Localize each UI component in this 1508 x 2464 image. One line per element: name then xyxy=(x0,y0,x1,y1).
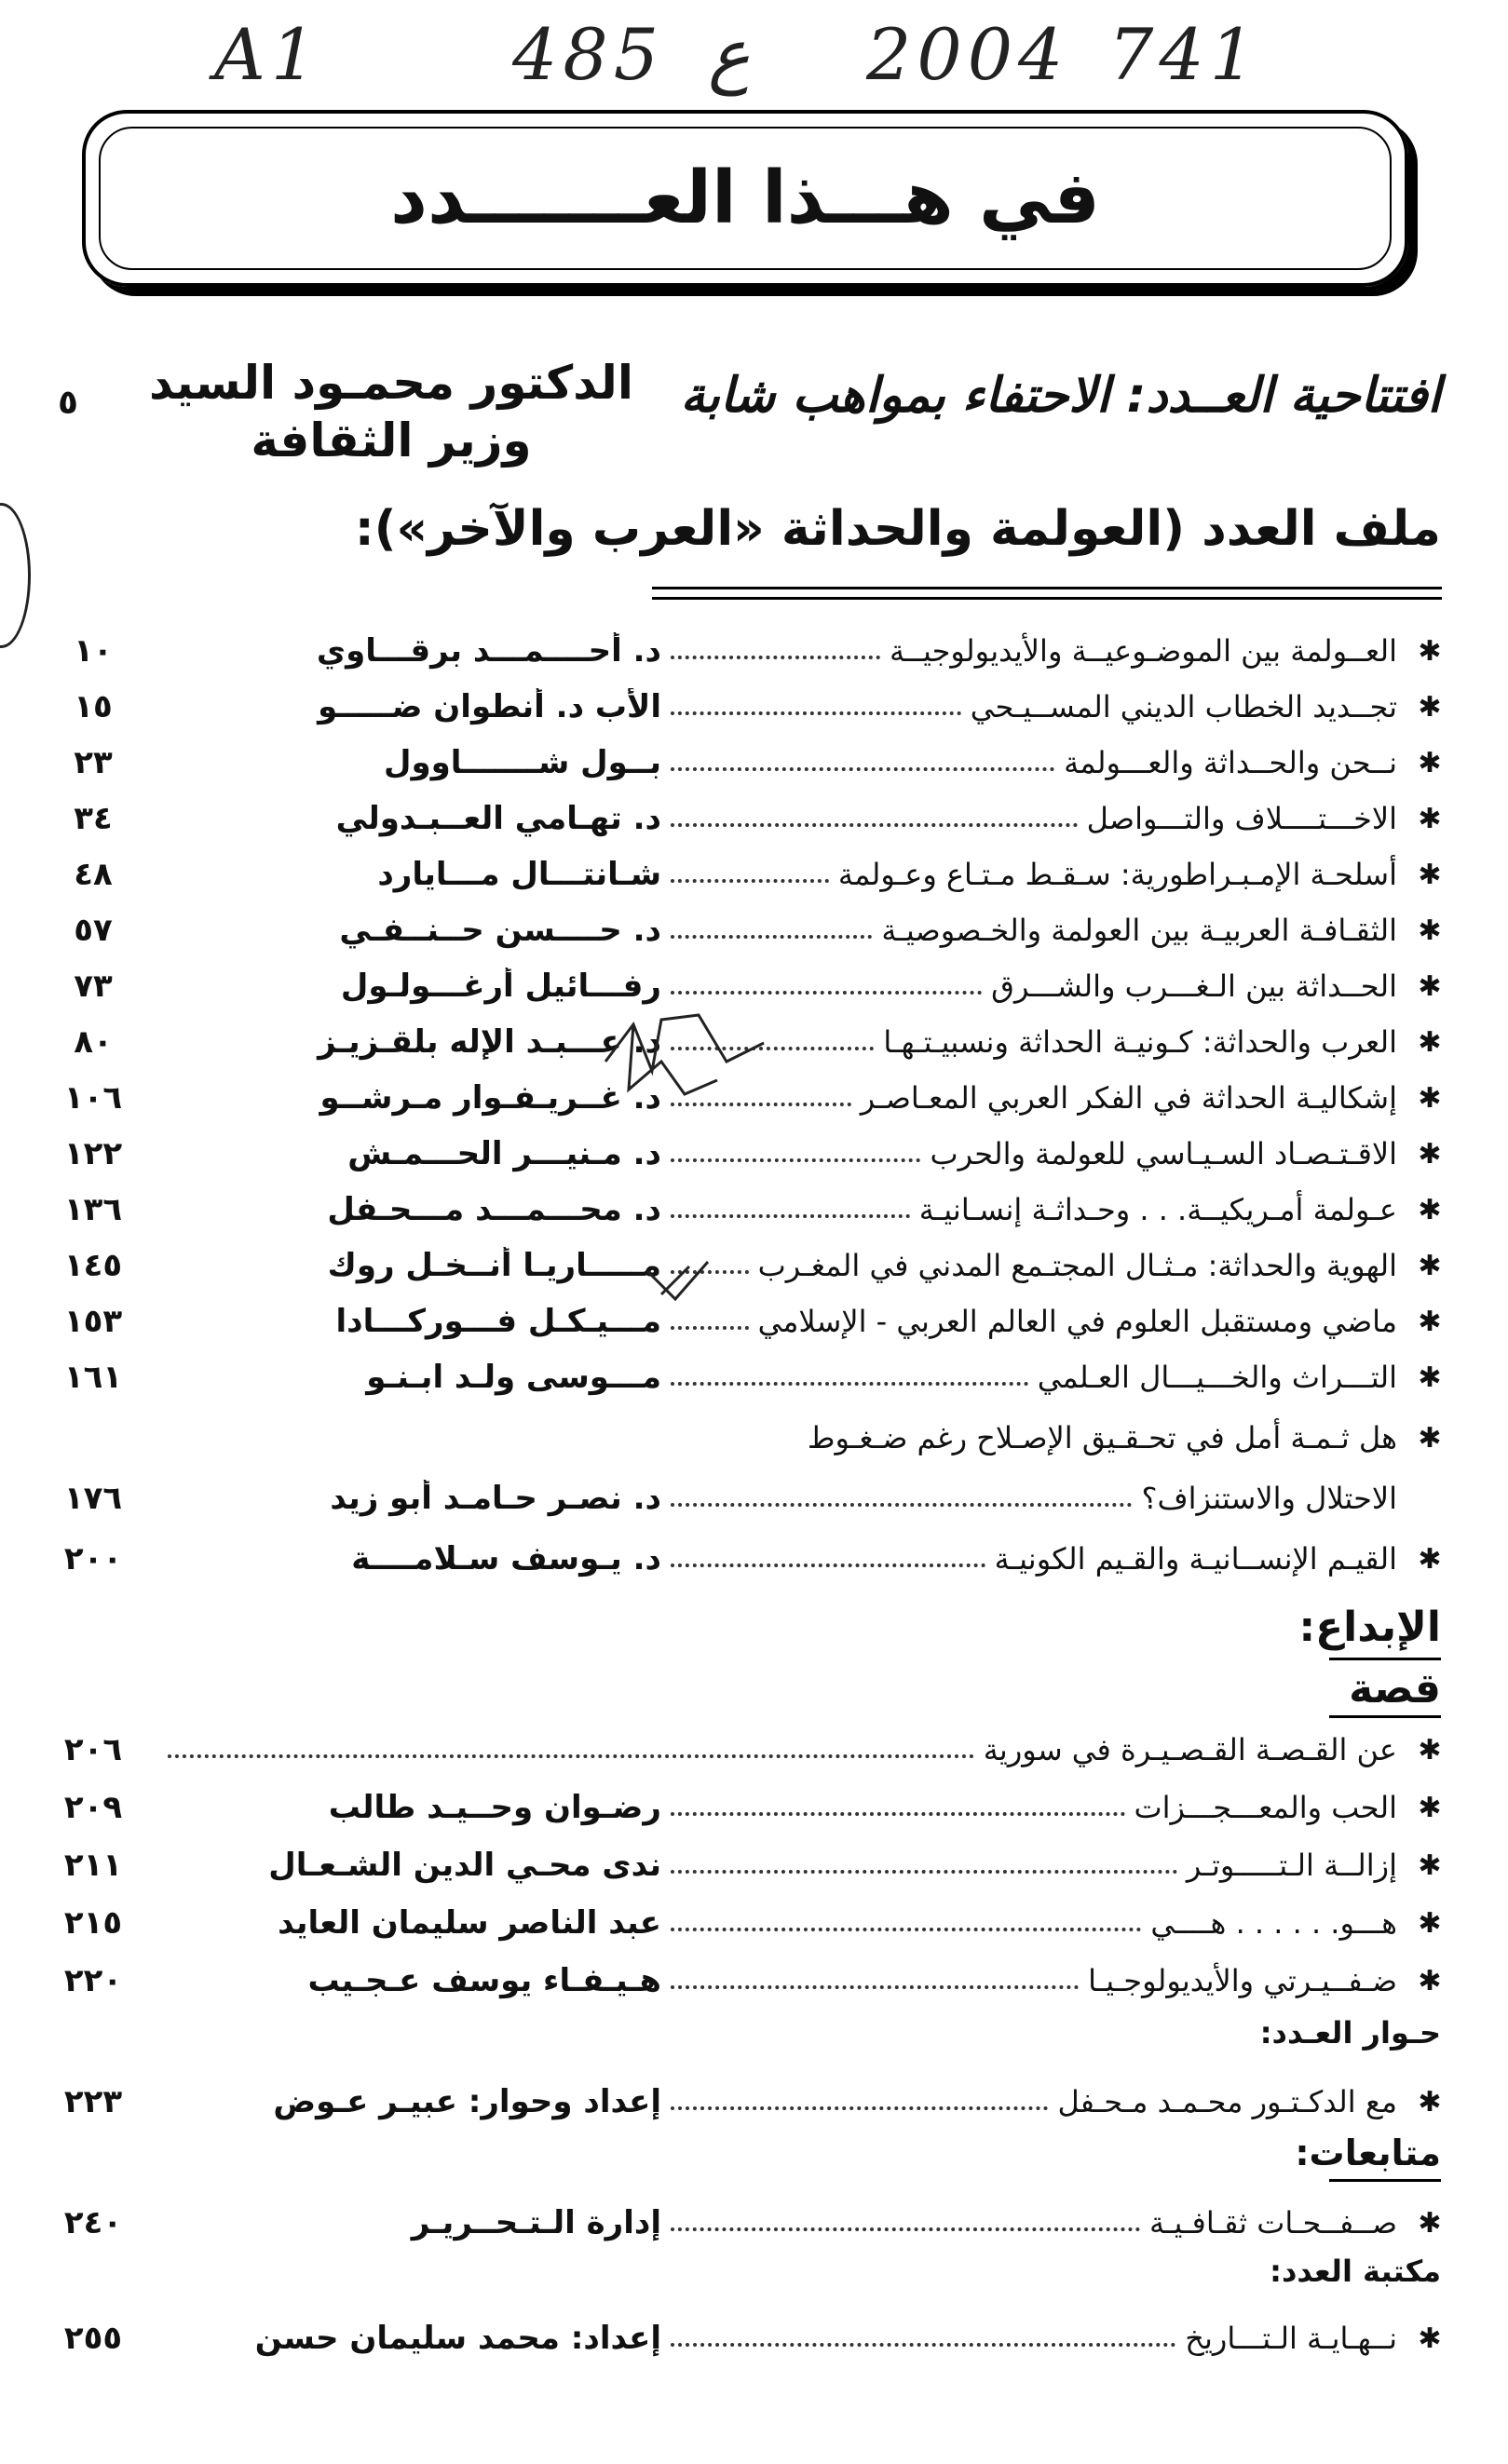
toc-row[interactable] xyxy=(37,903,1442,957)
toc-leader-dots xyxy=(671,935,872,939)
toc-author: د. حــــسن حــنــفـي xyxy=(339,912,661,949)
toc-page-number: ٥٧ xyxy=(74,912,113,949)
toc-row[interactable] xyxy=(37,1723,1442,1777)
toc-page-number: ١٥٣ xyxy=(63,1303,123,1340)
note-part: ع xyxy=(708,13,751,96)
toc-title: نــهـايـة الـتـــاريخ xyxy=(1185,2321,1397,2356)
creativity-underline xyxy=(1329,1658,1441,1660)
toc-row[interactable] xyxy=(37,2196,1442,2250)
bullet-star-icon: ✱ xyxy=(1418,1361,1442,1394)
creativity-heading: الإبداع: xyxy=(1298,1604,1441,1651)
toc-title: صــفــحـات ثقـافـيـة xyxy=(1148,2205,1397,2241)
toc-page-number: ٢٥٥ xyxy=(63,2320,123,2357)
bullet-star-icon: ✱ xyxy=(1418,1906,1442,1940)
toc-leader-dots xyxy=(671,1382,1028,1386)
toc-row[interactable] xyxy=(37,847,1442,901)
bullet-star-icon: ✱ xyxy=(1418,690,1442,724)
toc-title: نــحن والحــداثة والعـــولمة xyxy=(1064,745,1397,780)
note-part: 2004 xyxy=(866,13,1069,96)
library-heading: مكتبة العدد: xyxy=(1270,2254,1441,2289)
toc-row[interactable] xyxy=(37,1127,1442,1181)
toc-page-number: ٢٣ xyxy=(74,744,113,781)
toc-row[interactable] xyxy=(37,736,1442,790)
handwritten-catalog-note xyxy=(214,13,1332,115)
toc-leader-dots xyxy=(168,1754,974,1758)
bullet-star-icon: ✱ xyxy=(1418,969,1442,1003)
bullet-star-icon: ✱ xyxy=(1418,1249,1442,1282)
note-part: 485 xyxy=(512,13,665,96)
toc-page-number: ٢١١ xyxy=(63,1847,123,1884)
toc-title: الثقـافـة العربيـة بين العولمة والخـصوصيـة xyxy=(881,913,1397,948)
title-frame xyxy=(82,110,1408,287)
toc-row[interactable] xyxy=(37,624,1442,678)
toc-leader-dots xyxy=(671,1158,920,1162)
toc-page-number: ١٣٦ xyxy=(63,1191,123,1228)
toc-page-number: ٢٤٠ xyxy=(63,2204,123,2241)
note-part: 741 xyxy=(1108,13,1261,96)
toc-row[interactable] xyxy=(37,2311,1442,2365)
toc-leader-dots xyxy=(671,1564,985,1567)
toc-leader-dots xyxy=(671,879,829,883)
toc-author: إعداد وحوار: عبيـر عـوض xyxy=(273,2083,661,2120)
toc-page-number: ٧٣ xyxy=(74,968,113,1005)
toc-title: عن القـصـة القـصـيـرة في سورية xyxy=(983,1732,1397,1767)
bullet-star-icon: ✱ xyxy=(1418,2322,1442,2355)
toc-page-number: ١٤٥ xyxy=(63,1247,123,1284)
toc-page-number: ٢٢٠ xyxy=(63,1962,123,1999)
toc-row-multiline-second[interactable] xyxy=(37,1471,1442,1525)
story-underline xyxy=(1329,1715,1441,1718)
toc-page-number: ١٠ xyxy=(74,632,113,670)
bullet-star-icon: ✱ xyxy=(1418,1421,1442,1455)
toc-row[interactable] xyxy=(37,1239,1442,1293)
toc-page-number: ٢٠٦ xyxy=(63,1731,123,1768)
bullet-star-icon: ✱ xyxy=(1418,2206,1442,2240)
toc-author: عبد الناصر سليمان العايد xyxy=(278,1904,661,1942)
toc-title: تجــديد الخطاب الديني المســيـحي xyxy=(970,689,1397,724)
toc-page-number: ١٠٦ xyxy=(63,1079,123,1117)
toc-title: الاقـتـصـاد السـيـاسي للعولمة والحرب xyxy=(930,1136,1397,1171)
bullet-star-icon: ✱ xyxy=(1418,1542,1442,1576)
toc-leader-dots xyxy=(671,711,961,715)
pen-check-mark xyxy=(643,1257,717,1304)
toc-title: التـــراث والخـــيـــال العـلمي xyxy=(1037,1360,1397,1395)
toc-author: مـــوسى ولـد ابـنـو xyxy=(366,1359,661,1396)
toc-leader-dots xyxy=(671,1985,1079,1989)
bullet-star-icon: ✱ xyxy=(1418,1964,1442,1997)
toc-row[interactable] xyxy=(37,1532,1442,1586)
toc-author: الأب د. أنطوان ضـــــو xyxy=(318,688,661,725)
toc-leader-dots xyxy=(671,1503,1132,1507)
toc-title: الحــداثة بين الـغـــرب والشـــرق xyxy=(991,968,1397,1004)
bullet-star-icon: ✱ xyxy=(1418,746,1442,779)
toc-leader-dots xyxy=(671,1214,910,1218)
bullet-star-icon: ✱ xyxy=(1418,914,1442,947)
toc-author: د. محـــمـــد مـــحـفل xyxy=(327,1191,661,1228)
toc-leader-dots xyxy=(671,991,982,995)
toc-page-number: ١٦١ xyxy=(63,1359,123,1396)
opening-author-name: الدكتور محمـود السيد xyxy=(149,356,633,410)
bullet-star-icon: ✱ xyxy=(1418,1025,1442,1059)
toc-title: الاخـــتــــلاف والتـــواصل xyxy=(1086,801,1397,836)
opening-author-role: وزير الثقافة xyxy=(251,413,532,467)
toc-author: رفـــائيل أرغـــولـول xyxy=(340,968,661,1005)
toc-leader-dots xyxy=(671,823,1078,827)
toc-author: بــول شـــــــاوول xyxy=(384,744,661,781)
followups-heading: متابعات: xyxy=(1295,2132,1441,2173)
toc-page-number: ٢١٥ xyxy=(63,1904,123,1942)
dialogue-heading: حـوار العـدد: xyxy=(1259,2015,1441,2051)
toc-page-number: ١٥ xyxy=(74,688,113,725)
toc-title: إزالــة الـتـــــوتـر xyxy=(1186,1848,1397,1883)
toc-title: العــولمة بين الموضـوعيــة والأيديولوجيــة xyxy=(890,633,1397,669)
story-subheading: قصة xyxy=(1349,1665,1441,1713)
file-section-title: ملف العدد (العولمة والحداثة «العرب والآخر»): xyxy=(354,501,1441,557)
bullet-star-icon: ✱ xyxy=(1418,1193,1442,1226)
toc-title-line2: الاحتلال والاستنزاف؟ xyxy=(1141,1481,1397,1516)
toc-row[interactable] xyxy=(37,1183,1442,1237)
toc-title: ماضي ومستقبل العلوم في العالم العربي - الإسلامي xyxy=(757,1304,1397,1339)
toc-page-number: ٢٢٣ xyxy=(63,2083,123,2120)
toc-author: د. أحــــمـــد برقـــاوي xyxy=(316,632,661,670)
bullet-star-icon: ✱ xyxy=(1418,634,1442,668)
bullet-star-icon: ✱ xyxy=(1418,1137,1442,1171)
toc-leader-dots xyxy=(671,1928,1141,1931)
toc-page-number: ١٢٢ xyxy=(63,1135,123,1172)
bullet-star-icon: ✱ xyxy=(1418,1305,1442,1338)
pen-scribble-mark xyxy=(596,1006,838,1108)
bullet-star-icon: ✱ xyxy=(1418,1791,1442,1824)
title-frame-inner xyxy=(99,127,1392,270)
toc-author: د. غــريـفـوار مـرشــو xyxy=(319,1079,661,1117)
toc-title: ضـفــيـرتي والأيديولوجـيـا xyxy=(1088,1963,1397,1998)
toc-leader-dots xyxy=(671,2227,1140,2231)
toc-title: إشكاليـة الحداثة في الفكر العربي المعـاصـر xyxy=(860,1080,1397,1116)
toc-page-number: ٨٠ xyxy=(74,1023,113,1061)
bullet-star-icon: ✱ xyxy=(1418,1733,1442,1767)
toc-author: د. نصـر حـامـد أبو زيد xyxy=(330,1480,661,1517)
toc-title: هـــو. . . . . . هــــي xyxy=(1150,1905,1397,1941)
opening-page-number: ٥ xyxy=(58,384,78,422)
toc-title: الهوية والحداثة: مـثـال المجتـمع المدني في المغـرب xyxy=(757,1248,1397,1283)
toc-author: د. مـنيـــر الحـــمـش xyxy=(347,1135,661,1172)
opening-title: افتتاحية العــدد: الاحتفاء بمواهب شابة xyxy=(680,368,1441,424)
toc-title: أسلحـة الإمـبـراطورية: سـقـط مـتـاع وعـولمة xyxy=(837,857,1397,892)
toc-row[interactable] xyxy=(37,1780,1442,1834)
toc-row[interactable] xyxy=(37,680,1442,734)
toc-row[interactable] xyxy=(37,1350,1442,1404)
margin-arc-mark xyxy=(0,503,31,648)
toc-row[interactable] xyxy=(37,1838,1442,1892)
toc-title: العرب والحداثة: كـونيـة الحداثة ونسبيـتـهـا xyxy=(883,1024,1397,1060)
section-double-rule xyxy=(652,587,1442,600)
page-title: في هـــذا العـــــــدد xyxy=(390,156,1100,240)
toc-title: مع الدكـتـور محـمـد مـحـفل xyxy=(1057,2084,1397,2119)
bullet-star-icon: ✱ xyxy=(1418,802,1442,835)
toc-row[interactable] xyxy=(37,1896,1442,1950)
bullet-star-icon: ✱ xyxy=(1418,2085,1442,2119)
toc-leader-dots xyxy=(671,1812,1125,1816)
toc-title: القيـم الإنســانيـة والقـيم الكونيـة xyxy=(994,1541,1397,1577)
toc-row[interactable] xyxy=(37,1954,1442,2008)
bullet-star-icon: ✱ xyxy=(1418,1081,1442,1115)
bullet-star-icon: ✱ xyxy=(1418,1848,1442,1882)
toc-leader-dots xyxy=(671,2106,1048,2110)
toc-title: عـولمة أمـريكيــة. . . وحـداثـة إنسـانيـة xyxy=(918,1192,1397,1227)
toc-row[interactable] xyxy=(37,2075,1442,2129)
toc-author: د. تهـامي العــبـدولي xyxy=(335,800,661,837)
toc-leader-dots xyxy=(671,656,880,659)
toc-row[interactable] xyxy=(37,792,1442,846)
toc-page-number: ٢٠٩ xyxy=(63,1789,123,1826)
toc-author: ندى محـي الدين الشـعـال xyxy=(268,1847,661,1884)
toc-leader-dots xyxy=(671,1326,749,1330)
toc-title: الحب والمعـــجـــزات xyxy=(1134,1790,1397,1825)
bullet-star-icon: ✱ xyxy=(1418,858,1442,891)
opening-author xyxy=(149,354,633,469)
followups-underline xyxy=(1329,2179,1441,2182)
toc-author: إدارة الـتـحــريـر xyxy=(411,2204,661,2241)
toc-row-multiline-first[interactable] xyxy=(37,1411,1442,1465)
toc-row[interactable] xyxy=(37,1294,1442,1348)
toc-leader-dots xyxy=(671,767,1054,771)
toc-author: د. عـــبـد الإله بلقـزيـز xyxy=(318,1023,661,1061)
toc-author: إعداد: محمد سليمان حسن xyxy=(254,2320,661,2357)
toc-page-number: ٤٨ xyxy=(74,856,113,893)
toc-page-number: ٢٠٠ xyxy=(63,1540,123,1577)
toc-author: د. يـوسف سـلامــــة xyxy=(351,1540,661,1577)
toc-leader-dots xyxy=(671,2343,1175,2347)
toc-author: مـــــاريـا أنــخـل روك xyxy=(327,1247,661,1284)
toc-leader-dots xyxy=(671,1870,1177,1874)
toc-author: رضـوان وحــيـد طالب xyxy=(328,1789,661,1826)
toc-author: شـانتـــال مـــايارد xyxy=(377,856,661,893)
toc-author: مـــيـكـل فـــوركـــادا xyxy=(335,1303,661,1340)
toc-page-number: ١٧٦ xyxy=(63,1480,123,1517)
toc-title-line1: هل ثـمـة أمل في تحـقـيق الإصـلاح رغم ضـغـوط xyxy=(807,1420,1397,1455)
toc-author: هـيـفـاء يوسف عـجـيب xyxy=(307,1962,661,1999)
note-part: A1 xyxy=(214,13,322,96)
toc-page-number: ٣٤ xyxy=(74,800,113,837)
